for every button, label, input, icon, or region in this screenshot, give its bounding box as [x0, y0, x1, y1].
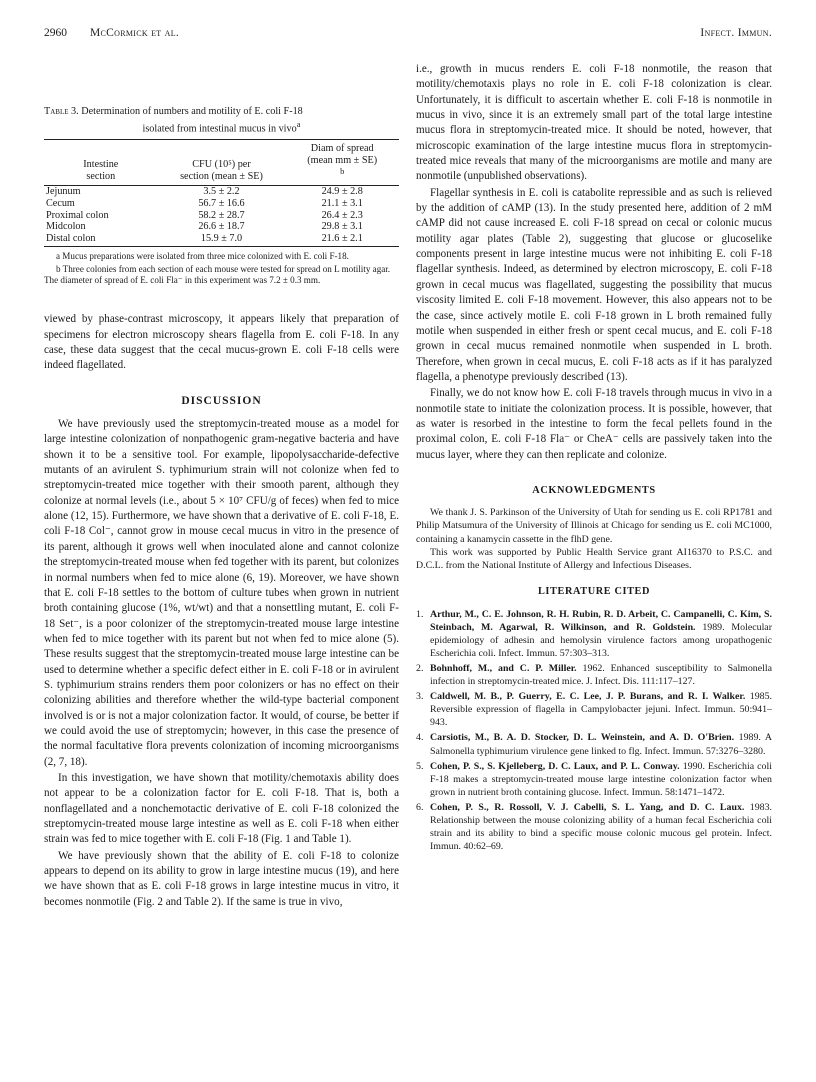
- reference-item: 6. Cohen, P. S., R. Rossoll, V. J. Cabelli, S. L. Yang, and D. C. Laux. 1983. Relationship between the mouse colonizing ability of a human fecal Escherichia coli strain and its ability to bind a specific mouse colonic mucous gel protein. Infect. Immun. 40:62–69.: [416, 801, 773, 853]
- header-intestine-section: Intestine section: [44, 140, 158, 186]
- discussion-paragraph-5: Flagellar synthesis in E. coli is catabolite repressible and as such is relieved by the addition of cAMP (13). In the study presented here, addition of 2 mM cAMP did not cause increased E. coli F-18 spread on cecal or colonic mucus motility agar plates (Table 2), suggesting that glucose or glucoselike components present in large intestine mucus were not inhibiting E. coli F-18 flagellar synthesis. Indeed, as determined by electron microscopy, E. coli F-18 grown in cecal mucus was flagellated, suggesting the possibility that mucus viscosity limited E. coli F-18 movement. However, this also appears not to be the case, since actively motile E. coli F-18 grown in L broth remained fully motile when suspended in either fresh or spent cecal mucus, and E. coli F-18 grown in cecal mucus remained nonmotile when suspended in L broth. Therefore, when grown in cecal mucus, E. coli F-18 acts as if it has paralyzed flagella, a phenotype previously described (13).: [416, 186, 772, 383]
- reference-item: 2. Bohnhoff, M., and C. P. Miller. 1962. Enhanced susceptibility to Salmonella infection in streptomycin-treated mice. J. Infect. Dis. 111:117–127.: [416, 663, 772, 688]
- table-row: Distal colon 15.9 ± 7.0 21.6 ± 2.1: [44, 233, 399, 247]
- discussion-paragraph-1: We have previously used the streptomycin-treated mouse as a model for large intestine colonization of nonpathogenic gram-negative bacteria and have shown it to be a sensitive tool. For example, lipopolysaccharide-defective mutants of an avirulent S. typhimurium strain will not colonize when fed to streptomycin-treated mice together with their smooth parent, although they colonize at normal levels (i.e., about 5 × 10⁷ CFU/g of feces) when fed to mice alone (12, 15). Furthermore, we have shown that a derivative of E. coli F-18, E. coli F-18 Col⁻, cannot grow in mouse cecal mucus in vitro in the presence of its parent, although it grows well when inoculated alone and cannot colonize the streptomycin-treated mouse when fed together with its parent, but colonizes in normal numbers when fed to mice alone (6, 19). Moreover, we have shown that E. coli F-18 settles to the bottom of culture tubes when grown in nutrient broth containing glucose (1%, wt/wt) and that a nonsettling mutant, E. coli F-18 Set⁻, is a poor colonizer of the streptomycin-treated mouse large intestine when fed to mice together with its parent but not when fed to mice alone (5). These results suggest that the streptomycin-treated mouse large intestine can be used to determine whether a specific defect either in E. coli F-18 or in avirulent S. typhimurium strains renders them poor colonizers or has no effect on their colonizing abilities and therefore whether the wild-type bacterial component involved is or is not a major colonization factor. It would, of course, be better if we could avoid the use of streptomycin; however, in this case the presence of the normal facultative flora prevents colonization of incoming microorganisms (2, 7, 18).: [44, 418, 399, 768]
- reference-item: 1. Arthur, M., C. E. Johnson, R. H. Rubin, R. D. Arbeit, C. Campanelli, C. Kim, S. Steinbach, M. Agarwal, R. Wilkinson, and R. Goldstein. 1989. Molecular epidemiology of adhesin and hemolysin virulence factors among uropathogenic Escherichia coli. Infect. Immun. 57:303–313.: [416, 608, 772, 659]
- table-caption-line-1: Determination of numbers and motility of E. coli F-18: [81, 106, 303, 117]
- funding-paragraph: This work was supported by Public Health Service grant AI16370 to P.S.C. and D.C.L. from the National Institute of Allergy and Infectious Diseases.: [416, 546, 772, 572]
- running-head-journal: Infect. Immun.: [700, 27, 772, 39]
- page-number: 2960: [44, 27, 67, 39]
- reference-item: 4. Carsiotis, M., B. A. D. Stocker, D. L. Weinstein, and A. D. O'Brien. 1989. A Salmonella typhimurium virulence gene linked to flg. Infect. Immun. 57:3276–3280.: [416, 732, 772, 757]
- right-column: [416, 62, 772, 855]
- left-column: [44, 62, 399, 910]
- results-continuation: viewed by phase-contrast microscopy, it appears likely that preparation of specimens for electron microscopy shears flagella from E. coli F-18. In any case, these data suggest that the cecal mucus-grown E. coli F-18 cells were indeed flagellated.: [44, 313, 399, 372]
- table-caption: [44, 106, 399, 136]
- table-row: Midcolon 26.6 ± 18.7 29.8 ± 3.1: [46, 221, 363, 233]
- discussion-paragraph-2: In this investigation, we have shown that motility/chemotaxis ability does not appear to be a colonization factor for E. coli F-18. That is, both a nonflagellated and a nonchemotactic derivative of E. coli F-18 colonized the streptomycin-treated mouse large intestine as well as E. coli F-18 when either strain was fed to mice together with E. coli F-18 (Fig. 1 and Table 1).: [44, 771, 399, 846]
- table-label: Table 3.: [44, 106, 79, 117]
- table-footnotes: [44, 251, 399, 286]
- discussion-paragraph-6: Finally, we do not know how E. coli F-18 travels through mucus in vivo in a nonmotile state to initiate the colonization process. It is possible, however, that as water is resorbed in the intestine to form the fecal pellets found in the proximal colon, E. coli F-18 Fla⁻ or CheA⁻ cells are passively taken into the mucus layer, where they can then replicate and colonize.: [416, 387, 772, 461]
- running-head: [44, 27, 772, 43]
- acknowledgments-heading: ACKNOWLEDGMENTS: [532, 484, 656, 496]
- table-caption-line-2: isolated from intestinal mucus in vivo: [142, 123, 297, 135]
- table-row: Proximal colon 58.2 ± 28.7 26.4 ± 2.3: [46, 209, 363, 221]
- header-diam-spread: Diam of spread (mean mm ± SE) $^b$: [285, 140, 399, 186]
- running-head-authors: McCormick et al.: [90, 27, 180, 39]
- footnote-a: a Mucus preparations were isolated from three mice colonized with E. coli F-18.: [56, 251, 349, 262]
- discussion-paragraph-4: i.e., growth in mucus renders E. coli F-18 nonmotile, the reason that motility/chemotaxis plays no role in E. coli F-18 colonization is clear. Unfortunately, it is difficult to ascertain whether E. coli F-18 is nonmotile in mucus in vivo, since it is an extremely small part of the total large intestine mucus flora in streptomycin-treated mice. It should be noted, however, that microscopic examination of the large intestine mucus flora in streptomycin-treated mice reveals that many of the microorganisms are motile and many are nonmotile (unpublished observations).: [416, 63, 772, 183]
- table-row: Cecum 56.7 ± 16.6 21.1 ± 3.1: [46, 197, 363, 209]
- table-row: Jejunum 3.5 ± 2.2 24.9 ± 2.8: [46, 186, 363, 198]
- literature-heading: LITERATURE CITED: [537, 586, 651, 598]
- discussion-heading: DISCUSSION: [181, 394, 262, 407]
- acknowledgments: [416, 506, 772, 572]
- reference-list: [416, 608, 772, 854]
- table-header-row: [44, 140, 399, 186]
- discussion-paragraph-3: We have previously shown that the ability of E. coli F-18 to colonize appears to depend on its ability to grow in large intestine mucus (19), and here we have shown that as E. coli F-18 grows in large intestine mucus in vitro, it becomes nonmotile (Fig. 2 and Table 2). If the same is true in vivo,: [44, 849, 399, 908]
- footnote-b: b Three colonies from each section of each mouse were tested for spread on L motility agar. The diameter of spread of E. coli Fla⁻ in this experiment was 7.2 ± 0.3 mm.: [44, 264, 391, 286]
- reference-item: 3. Caldwell, M. B., P. Guerry, E. C. Lee, J. P. Burans, and R. I. Walker. 1985. Reversible expression of flagella in Campylobacter jejuni. Infect. Immun. 50:941–943.: [416, 691, 772, 729]
- caption-footnote-mark: a: [296, 119, 301, 130]
- reference-item: 5. Cohen, P. S., S. Kjelleberg, D. C. Laux, and P. L. Conway. 1990. Escherichia coli F-18 makes a streptomycin-treated mouse large intestine colonization factor when grown in nutrient broth containing glucose. Infect. Immun. 58:1471–1472.: [416, 760, 772, 798]
- acknowledgment-paragraph: We thank J. S. Parkinson of the University of Utah for sending us E. coli RP1781 and Philip Matsumura of the University of Illinois at Chicago for sending us E. coli MC1000, containing a kanamycin cassette in the flhD gene.: [416, 507, 772, 545]
- table-3: [44, 139, 399, 247]
- header-cfu: CFU (10⁵) per section (mean ± SE): [158, 140, 286, 186]
